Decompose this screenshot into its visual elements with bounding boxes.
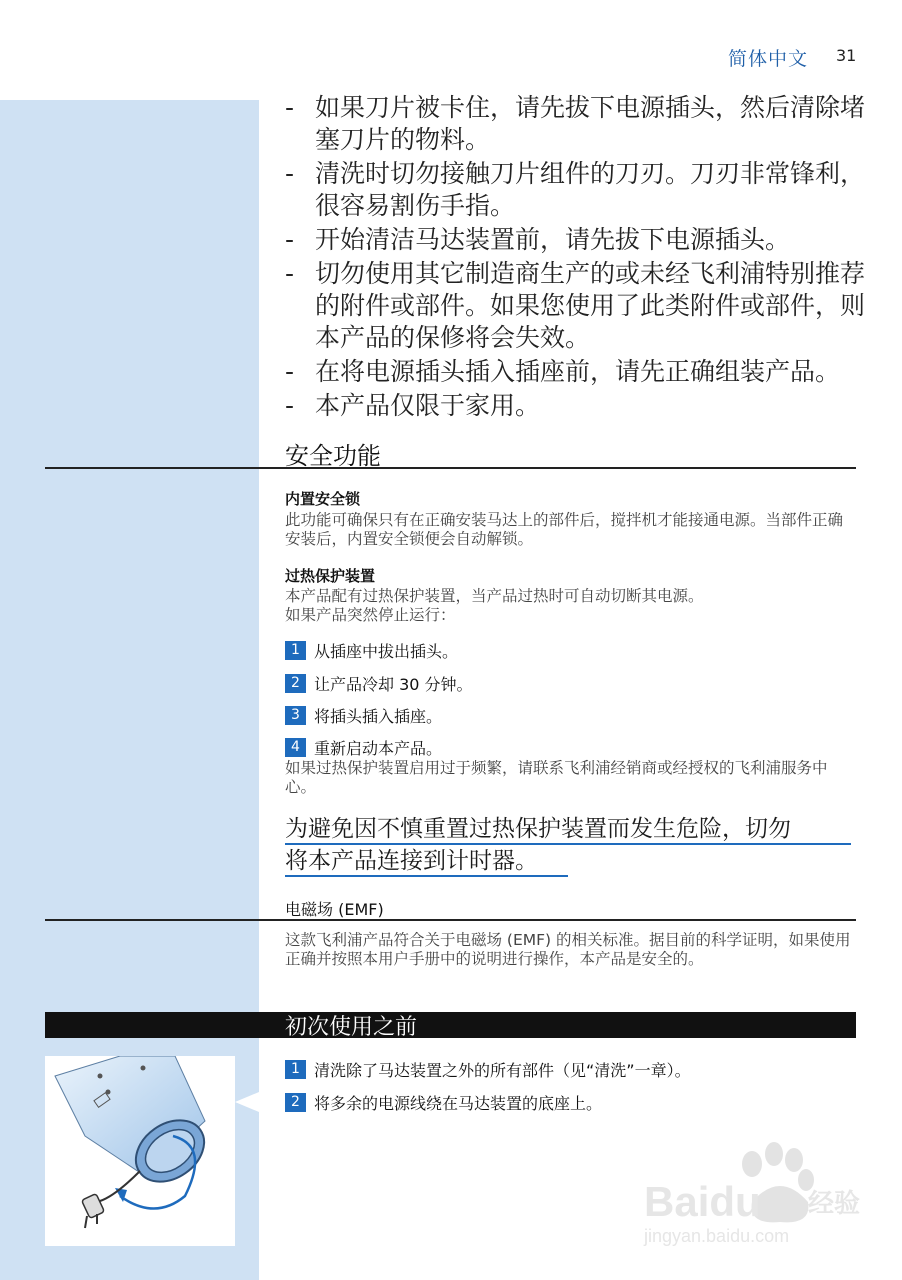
caution-line-2: 将本产品连接到计时器。 [285,848,538,874]
lock-title: 内置安全锁 [285,490,361,508]
overheat-step [285,704,442,727]
first-use-heading-bar [45,1012,856,1038]
baidu-paw-icon [640,1140,870,1250]
emf-text: 这款飞利浦产品符合关于电磁场 (EMF) 的相关标准。据目前的科学证明，如果使用正确并按照本用户手册中的说明进行操作，本产品是安全的。 [285,931,851,968]
warning-list [285,92,865,424]
step-number: 1 [285,1060,306,1079]
step-number: 1 [285,641,306,660]
language-label: 简体中文 [728,48,809,70]
overheat-title: 过热保护装置 [285,567,376,585]
overheat-text: 本产品配有过热保护装置，当产品过热时可自动切断其电源。 [285,587,704,605]
first-use-heading: 初次使用之前 [285,1015,418,1040]
warning-item: - 清洗时切勿接触刀片组件的刀刃。刀刃非常锋利，很容易割伤手指。 [285,159,866,220]
svg-text:jingyan.baidu.com: jingyan.baidu.com [644,1226,790,1246]
lock-text: 此功能可确保只有在正确安装马达上的部件后，搅拌机才能接通电源。当部件正确安装后，内置安全锁便会自动解锁。 [285,511,844,548]
overheat-after-text: 如果过热保护装置启用过于频繁，请联系飞利浦经销商或经授权的飞利浦服务中心。 [285,759,828,796]
svg-text:经验: 经验 [808,1189,861,1219]
step-text: 让产品冷却 30 分钟。 [314,675,473,694]
page-number: 31 [836,46,857,65]
illustration-pointer [235,1092,259,1112]
section-divider [45,467,856,469]
emf-heading: 电磁场 (EMF) [285,900,384,919]
warning-item: - 在将电源插头插入插座前，请先正确组装产品。 [285,357,841,386]
section-divider [45,919,856,921]
first-use-step [285,1058,691,1081]
overheat-step [285,639,458,662]
step-number: 4 [285,738,306,757]
blender-illustration-icon [45,1056,235,1246]
first-use-step [285,1091,602,1114]
step-text: 清洗除了马达装置之外的所有部件（见“清洗”一章）。 [314,1061,691,1080]
caution-underline [285,875,568,877]
svg-text:Baidu: Baidu [644,1178,761,1225]
warning-item: - 开始清洁马达装置前，请先拔下电源插头。 [285,225,791,254]
warning-item: - 如果刀片被卡住，请先拔下电源插头，然后清除堵塞刀片的物料。 [285,93,866,154]
caution-line-1: 为避免因不慎重置过热保护装置而发生危险，切勿 [285,816,791,842]
caution-underline [285,843,851,845]
safety-heading: 安全功能 [285,442,381,470]
step-text: 重新启动本产品。 [314,739,443,758]
step-number: 2 [285,1093,306,1112]
overheat-step [285,672,473,695]
warning-item: - 切勿使用其它制造商生产的或未经飞利浦特别推荐的附件或部件。如果您使用了此类附件或部件，则本产品的保修将会失效。 [285,259,866,352]
step-number: 3 [285,706,306,725]
step-number: 2 [285,674,306,693]
baidu-watermark [640,1140,870,1250]
overheat-step [285,736,442,759]
step-text: 将插头插入插座。 [314,707,443,726]
step-text: 从插座中拔出插头。 [314,642,459,661]
overheat-text-2: 如果产品突然停止运行： [285,606,456,624]
blender-illustration [45,1056,235,1246]
warning-item: - 本产品仅限于家用。 [285,391,541,420]
step-text: 将多余的电源线绕在马达装置的底座上。 [314,1094,603,1113]
